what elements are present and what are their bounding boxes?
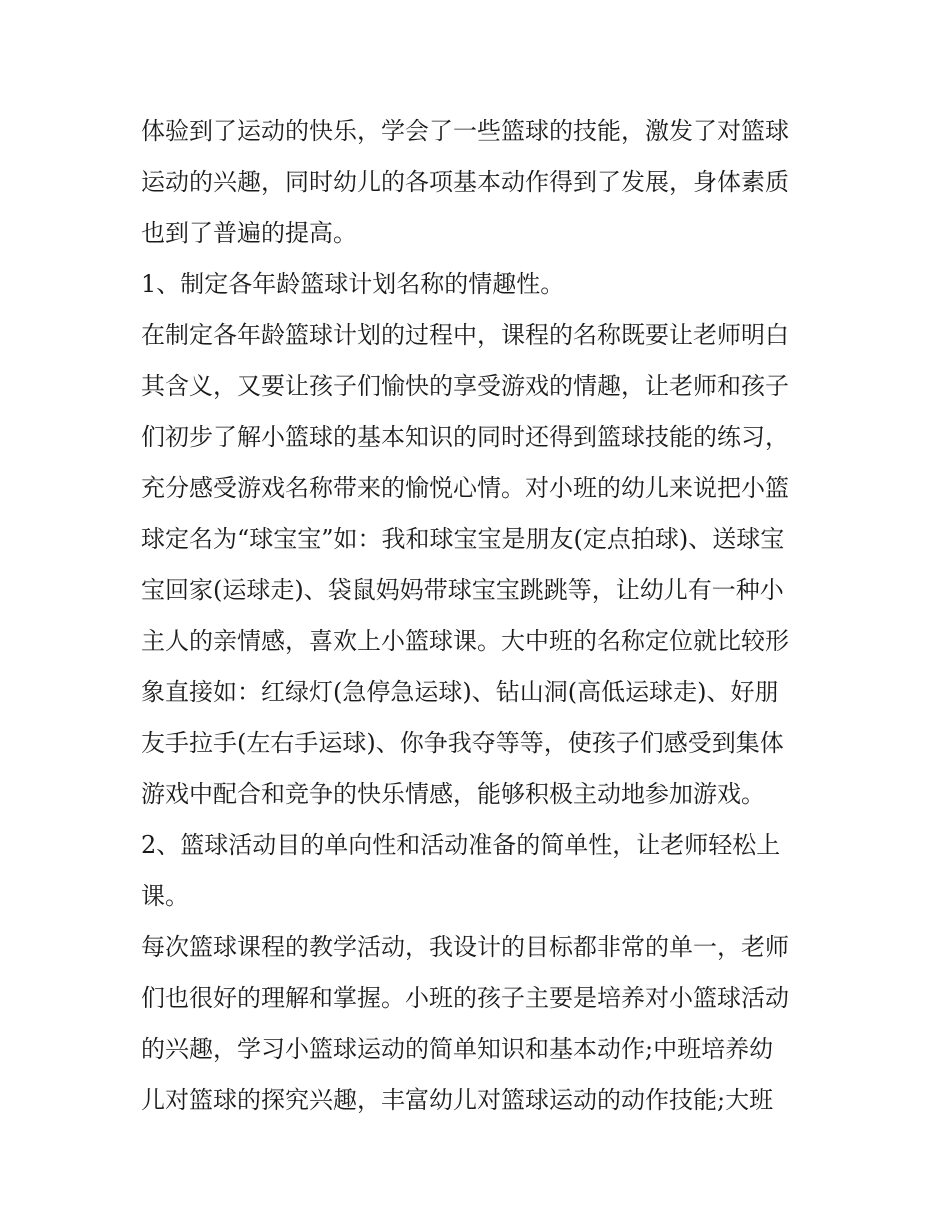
text-line: 也到了普遍的提高。: [141, 219, 357, 247]
section-heading-2: 2、篮球活动目的单向性和活动准备的简单性，让老师轻松上: [141, 831, 781, 859]
text-line: 象直接如：红绿灯(急停急运球)、钻山洞(高低运球走)、好朋: [141, 678, 779, 706]
text-line: 充分感受游戏名称带来的愉悦心情。对小班的幼儿来说把小篮: [141, 474, 789, 502]
text-line: 其含义，又要让孩子们愉快的享受游戏的情趣，让老师和孩子: [141, 372, 789, 400]
text-line: 运动的兴趣，同时幼儿的各项基本动作得到了发展，身体素质: [141, 168, 789, 196]
section-heading-1: 1、制定各年龄篮球计划名称的情趣性。: [141, 270, 565, 298]
text-line: 们也很好的理解和掌握。小班的孩子主要是培养对小篮球活动: [141, 984, 789, 1012]
text-line: 们初步了解小篮球的基本知识的同时还得到篮球技能的练习，: [141, 423, 789, 451]
text-line: 游戏中配合和竞争的快乐情感，能够积极主动地参加游戏。: [141, 780, 765, 808]
text-line: 在制定各年龄篮球计划的过程中，课程的名称既要让老师明白: [141, 321, 789, 349]
text-line: 宝回家(运球走)、袋鼠妈妈带球宝宝跳跳等，让幼儿有一种小: [141, 576, 784, 604]
text-line: 友手拉手(左右手运球)、你争我夺等等，使孩子们感受到集体: [141, 729, 784, 757]
text-line: 每次篮球课程的教学活动，我设计的目标都非常的单一，老师: [141, 933, 789, 961]
text-line: 的兴趣，学习小篮球运动的简单知识和基本动作;中班培养幼: [141, 1035, 774, 1063]
text-line: 球定名为“球宝宝”如：我和球宝宝是朋友(定点拍球)、送球宝: [141, 525, 785, 553]
text-line: 课。: [141, 882, 189, 910]
text-line: 主人的亲情感，喜欢上小篮球课。大中班的名称定位就比较形: [141, 627, 789, 655]
text-line: 体验到了运动的快乐，学会了一些篮球的技能，激发了对篮球: [141, 117, 789, 145]
body-text: [141, 106, 821, 1126]
text-line: 儿对篮球的探究兴趣，丰富幼儿对篮球运动的动作技能;大班: [141, 1086, 774, 1114]
